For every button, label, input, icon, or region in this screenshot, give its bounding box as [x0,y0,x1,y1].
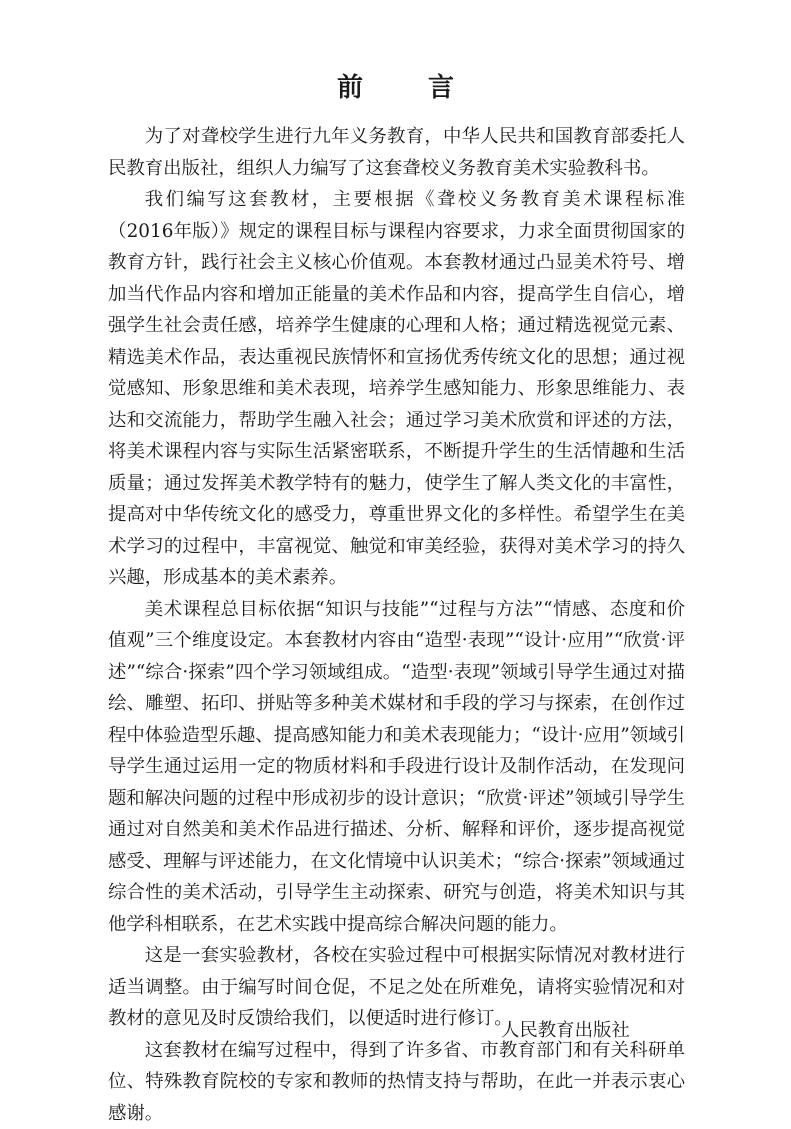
paragraph-4: 这是一套实验教材，各校在实验过程中可根据实际情况对教材进行适当调整。由于编写时间仓促，不足之处在所难免，请将实验情况和对教材的意见及时反馈给我们，以便适时进行修订。 [108,940,685,1035]
page-title: 前 言 [0,70,791,106]
publisher-signature: 人民教育出版社 [501,1016,701,1046]
paragraph-2: 我们编写这套教材，主要根据《聋校义务教育美术课程标准（2016年版）》规定的课程目标与课程内容要求，力求全面贯彻国家的教育方针，践行社会主义核心价值观。本套教材通过凸显美术符号、增加当代作品内容和增加正能量的美术作品和内容，提高学生自信心，增强学生社会责任感，培养学生健康的心理和人格；通过精选视觉元素、精选美术作品，表达重视民族情怀和宣扬优秀传统文化的思想；通过视觉感知、形象思维和美术表现，培养学生感知能力、形象思维能力、表达和交流能力，帮助学生融入社会；通过学习美术欣赏和评述的方法，将美术课程内容与实际生活紧密联系，不断提升学生的生活情趣和生活质量；通过发挥美术教学特有的魅力，使学生了解人类文化的丰富性，提高对中华传统文化的感受力，尊重世界文化的多样性。希望学生在美术学习的过程中，丰富视觉、触觉和审美经验，获得对美术学习的持久兴趣，形成基本的美术素养。 [108,184,685,594]
preface-body [108,121,685,1129]
paragraph-3: 美术课程总目标依据“知识与技能”“过程与方法”“情感、态度和价值观”三个维度设定。本套教材内容由“造型·表现”“设计·应用”“欣赏·评述”“综合·探索”四个学习领域组成。“造型·表现”领域引导学生通过对描绘、雕塑、拓印、拼贴等多种美术媒材和手段的学习与探索，在创作过程中体验造型乐趣、提高感知能力和美术表现能力；“设计·应用”领域引导学生通过运用一定的物质材料和手段进行设计及制作活动，在发现问题和解决问题的过程中形成初步的设计意识；“欣赏·评述”领域引导学生通过对自然美和美术作品进行描述、分析、解释和评价，逐步提高视觉感受、理解与评述能力，在文化情境中认识美术；“综合·探索”领域通过综合性的美术活动，引导学生主动探索、研究与创造，将美术知识与其他学科相联系，在艺术实践中提高综合解决问题的能力。 [108,594,685,941]
paragraph-1: 为了对聋校学生进行九年义务教育，中华人民共和国教育部委托人民教育出版社，组织人力编写了这套聋校义务教育美术实验教科书。 [108,121,685,184]
paragraph-5: 这套教材在编写过程中，得到了许多省、市教育部门和有关科研单位、特殊教育院校的专家和教师的热情支持与帮助，在此一并表示衷心感谢。 [108,1035,685,1129]
